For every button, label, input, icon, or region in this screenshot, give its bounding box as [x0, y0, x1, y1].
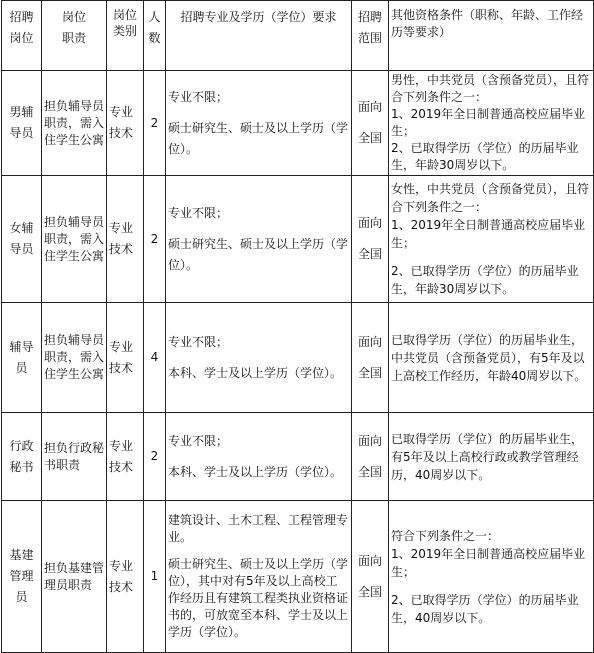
other-cell: 女性，中共党员（含预备党员），且符合下列条件之一： 1、2019年全日制普通高校应届毕业生； 2、已取得学历（学位）的历届毕业生，年龄30周岁以下。 — [389, 176, 594, 303]
duty-cell: 担负辅导员职责，需入住学生公寓 — [42, 176, 107, 303]
header-major: 招聘专业及学历（学位）要求 — [166, 1, 352, 71]
category-cell: 专业技术 — [107, 71, 144, 176]
count-cell: 1 — [144, 501, 166, 653]
table-row — [2, 501, 594, 653]
scope-cell: 面向 全国 — [352, 176, 389, 303]
category-cell: 专业技术 — [107, 501, 144, 653]
count-cell: 2 — [144, 71, 166, 176]
major-cell: 专业不限； 本科、学士及以上学历（学位）。 — [166, 303, 352, 413]
scope-cell: 面向 全国 — [352, 71, 389, 176]
count-cell: 2 — [144, 413, 166, 501]
header-scope: 招聘 范围 — [352, 1, 389, 71]
major-cell: 建筑设计、土木工程、工程管理专业。 硕士研究生、硕士及以上学历（学位），其中对有5年及以上高校工作经历且有建筑工程类执业资格证书的，可放宽至本科、学士及以上学历（学位）。 — [166, 501, 352, 653]
scope-cell: 面向 全国 — [352, 501, 389, 653]
other-cell: 符合下列条件之一： 1、2019年全日制普通高校应届毕业生； 2、已取得学历（学位）的历届毕业生，40周岁以下。 — [389, 501, 594, 653]
header-count: 人数 — [144, 1, 166, 71]
category-cell: 专业技术 — [107, 413, 144, 501]
post-cell: 基建管理员 — [2, 501, 42, 653]
other-cell: 男性，中共党员（含预备党员），且符合下列条件之一： 1、2019年全日制普通高校应届毕业生； 2、已取得学历（学位）的历届毕业生，年龄30周岁以下。 — [389, 71, 594, 176]
post-cell: 辅导员 — [2, 303, 42, 413]
major-cell: 专业不限； 硕士研究生、硕士及以上学历（学位）。 — [166, 176, 352, 303]
other-cell: 已取得学历（学位）的历届毕业生，有5年及以上高校行政或教学管理经历，40周岁以下。 — [389, 413, 594, 501]
duty-cell: 担负基建管理员职责 — [42, 501, 107, 653]
count-cell: 2 — [144, 176, 166, 303]
scope-cell: 面向 全国 — [352, 303, 389, 413]
post-cell: 女辅导员 — [2, 176, 42, 303]
count-cell: 4 — [144, 303, 166, 413]
duty-cell: 担负辅导员职责，需入住学生公寓 — [42, 71, 107, 176]
duty-cell: 担负辅导员职责，需入住学生公寓 — [42, 303, 107, 413]
post-cell: 行政秘书 — [2, 413, 42, 501]
major-cell: 专业不限； 硕士研究生、硕士及以上学历（学位）。 — [166, 71, 352, 176]
other-cell: 已取得学历（学位）的历届毕业生，中共党员（含预备党员），有5年及以上高校工作经历，年龄40周岁以下。 — [389, 303, 594, 413]
header-row — [2, 1, 594, 71]
scope-cell: 面向 全国 — [352, 413, 389, 501]
table-row — [2, 176, 594, 303]
post-cell: 男辅导员 — [2, 71, 42, 176]
header-other: 其他资格条件（职称、年龄、工作经历等要求） — [389, 1, 594, 71]
table-row — [2, 413, 594, 501]
recruitment-table — [1, 0, 594, 653]
major-cell: 专业不限； 本科、学士及以上学历（学位）。 — [166, 413, 352, 501]
duty-cell: 担负行政秘书职责 — [42, 413, 107, 501]
header-duty: 岗位 职责 — [42, 1, 107, 71]
header-category: 岗位类别 — [107, 1, 144, 71]
table-row — [2, 71, 594, 176]
table-row — [2, 303, 594, 413]
category-cell: 专业技术 — [107, 176, 144, 303]
category-cell: 专业技术 — [107, 303, 144, 413]
header-post: 招聘 岗位 — [2, 1, 42, 71]
